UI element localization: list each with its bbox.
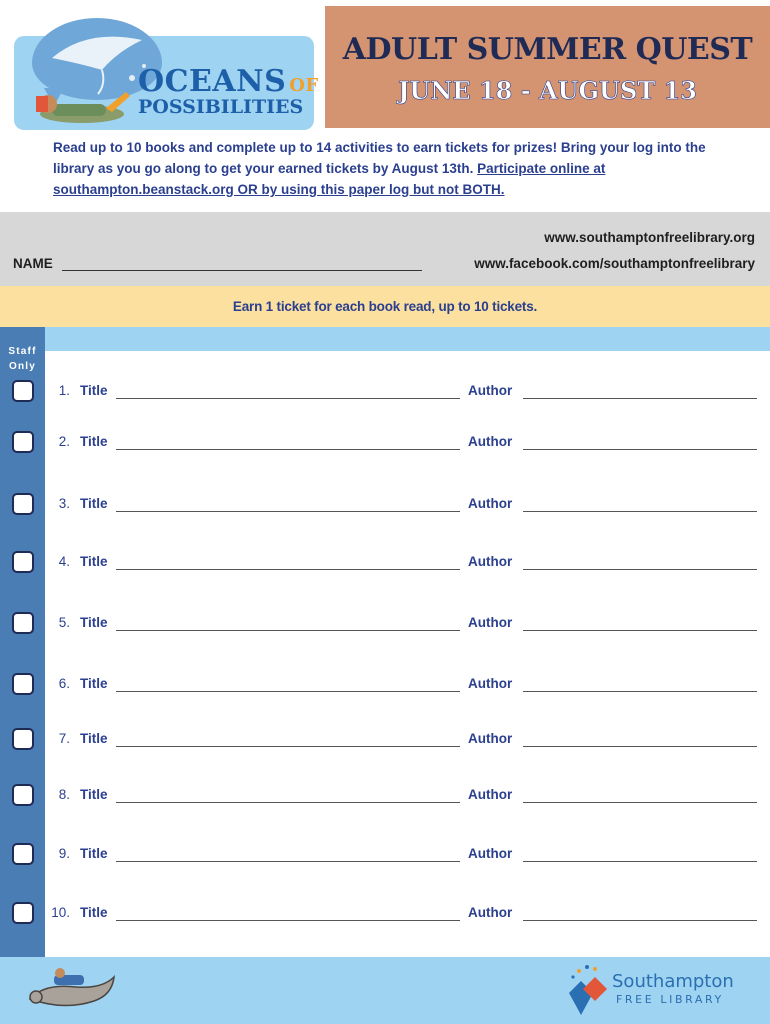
log-row <box>0 728 770 750</box>
footer <box>0 957 770 1024</box>
intro-participate-text: Participate online at southampton.beanstack.org OR by using this paper log but not BOTH. <box>53 161 606 197</box>
row-number: 6. <box>58 676 70 691</box>
title-label: Title <box>80 434 108 449</box>
log-row <box>0 902 770 924</box>
logo-of-text: OF <box>289 75 319 96</box>
log-row <box>0 784 770 806</box>
earn-banner <box>0 286 770 327</box>
author-label: Author <box>468 554 513 569</box>
row-number: 4. <box>58 554 70 569</box>
quest-title: ADULT SUMMER QUEST <box>342 32 753 67</box>
author-input-line[interactable] <box>523 746 757 747</box>
author-label: Author <box>468 434 513 449</box>
title-input-line[interactable] <box>116 691 460 692</box>
library-name: Southampton <box>612 971 734 992</box>
quest-dates: JUNE 18 - AUGUST 13 <box>398 76 697 105</box>
author-input-line[interactable] <box>523 861 757 862</box>
title-label: Title <box>80 383 108 398</box>
title-input-line[interactable] <box>116 511 460 512</box>
log-top-strip <box>45 327 770 351</box>
log-row <box>0 673 770 695</box>
title-label: Title <box>80 615 108 630</box>
logo-title-text: OCEANS <box>138 64 287 99</box>
title-label: Title <box>80 554 108 569</box>
title-label: Title <box>80 846 108 861</box>
log-row <box>0 843 770 865</box>
library-subtitle: FREE LIBRARY <box>616 993 724 1006</box>
author-input-line[interactable] <box>523 569 757 570</box>
title-input-line[interactable] <box>116 861 460 862</box>
title-label: Title <box>80 787 108 802</box>
intro-paragraph <box>53 137 733 200</box>
log-row <box>0 493 770 515</box>
row-number: 5. <box>58 615 70 630</box>
author-label: Author <box>468 905 513 920</box>
title-input-line[interactable] <box>116 449 460 450</box>
name-label: NAME <box>13 256 53 271</box>
author-input-line[interactable] <box>523 802 757 803</box>
author-input-line[interactable] <box>523 691 757 692</box>
author-input-line[interactable] <box>523 449 757 450</box>
author-label: Author <box>468 496 513 511</box>
author-input-line[interactable] <box>523 630 757 631</box>
intro-text: Read up to 10 books and complete up to 14 activities to earn tickets for prizes! Bring your log into the library as you go along to get your earned tickets by August 13th. <box>53 140 706 176</box>
library-logo-icon <box>565 963 611 1024</box>
title-input-line[interactable] <box>116 746 460 747</box>
row-number: 8. <box>58 787 70 802</box>
log-row <box>0 380 770 402</box>
seal-reading-icon <box>24 965 120 1020</box>
author-input-line[interactable] <box>523 398 757 399</box>
website-link[interactable]: www.southamptonfreelibrary.org <box>544 230 755 245</box>
log-row <box>0 431 770 453</box>
title-input-line[interactable] <box>116 569 460 570</box>
row-number: 2. <box>58 434 70 449</box>
row-number: 3. <box>58 496 70 511</box>
log-row <box>0 612 770 634</box>
author-label: Author <box>468 383 513 398</box>
name-input-line[interactable] <box>62 270 422 271</box>
log-row <box>0 551 770 573</box>
author-label: Author <box>468 676 513 691</box>
logo-subtitle: POSSIBILITIES <box>138 96 304 118</box>
author-input-line[interactable] <box>523 920 757 921</box>
person-reading-icon <box>22 82 142 137</box>
logo-title <box>138 64 319 99</box>
staff-only-text: Staff Only <box>8 346 37 372</box>
row-number: 9. <box>58 846 70 861</box>
author-label: Author <box>468 731 513 746</box>
title-label: Title <box>80 676 108 691</box>
row-number: 7. <box>58 731 70 746</box>
title-input-line[interactable] <box>116 630 460 631</box>
row-number: 1. <box>58 383 70 398</box>
author-label: Author <box>468 846 513 861</box>
oceans-logo <box>14 18 319 130</box>
earn-text: Earn 1 ticket for each book read, up to 10 tickets. <box>232 299 538 314</box>
title-input-line[interactable] <box>116 920 460 921</box>
name-section <box>0 212 770 286</box>
quest-header-box <box>325 6 770 128</box>
author-label: Author <box>468 615 513 630</box>
author-input-line[interactable] <box>523 511 757 512</box>
title-label: Title <box>80 496 108 511</box>
author-label: Author <box>468 787 513 802</box>
title-input-line[interactable] <box>116 398 460 399</box>
row-number: 10. <box>51 905 70 920</box>
facebook-link[interactable]: www.facebook.com/southamptonfreelibrary <box>474 256 755 271</box>
title-label: Title <box>80 731 108 746</box>
title-label: Title <box>80 905 108 920</box>
title-input-line[interactable] <box>116 802 460 803</box>
staff-only-label <box>0 344 45 374</box>
